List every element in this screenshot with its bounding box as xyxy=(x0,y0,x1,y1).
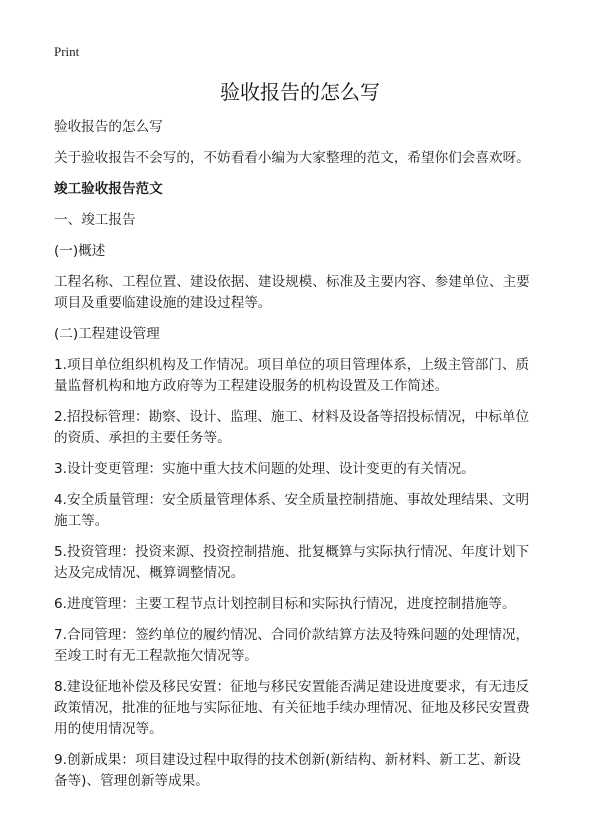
paragraph: (二)工程建设管理 xyxy=(54,326,160,342)
paragraph: 6.进度管理：主要工程节点计划控制目标和实际执行情况，进度控制措施等。 xyxy=(54,596,516,612)
document-body xyxy=(54,117,534,802)
paragraph: 4.安全质量管理：安全质量管理体系、安全质量控制措施、事故处理结果、文明施工等。 xyxy=(54,492,530,529)
paragraph: 9.创新成果：项目建设过程中取得的技术创新(新结构、新材料、新工艺、新设备等)、管理创新等成果。 xyxy=(54,752,521,789)
paragraph: 1.项目单位组织机构及工作情况。项目单位的项目管理体系，上级主管部门、质量监督机构和地方政府等为工程建设服务的机构设置及工作简述。 xyxy=(54,357,530,394)
print-link[interactable]: Print xyxy=(54,44,80,59)
section-heading: 竣工验收报告范文 xyxy=(54,181,163,197)
paragraph: 工程名称、工程位置、建设依据、建设规模、标准及主要内容、参建单位、主要项目及重要临建设施的建设过程等。 xyxy=(54,274,530,311)
paragraph: 关于验收报告不会写的，不妨看看小编为大家整理的范文，希望你们会喜欢呀。 xyxy=(54,150,530,166)
paragraph: 验收报告的怎么写 xyxy=(54,119,163,135)
paragraph: 8.建设征地补偿及移民安置：征地与移民安置能否满足建设进度要求，有无违反政策情况，批准的征地与实际征地、有关征地手续办理情况、征地及移民安置费用的使用情况等。 xyxy=(54,679,530,737)
paragraph: 2.招投标管理：勘察、设计、监理、施工、材料及设备等招投标情况，中标单位的资质、承担的主要任务等。 xyxy=(54,409,530,446)
document-title: 验收报告的怎么写 xyxy=(220,80,380,104)
paragraph: 7.合同管理：签约单位的履约情况、合同价款结算方法及特殊问题的处理情况，至竣工时有无工程款拖欠情况等。 xyxy=(54,627,530,664)
paragraph: 5.投资管理：投资来源、投资控制措施、批复概算与实际执行情况、年度计划下达及完成情况、概算调整情况。 xyxy=(54,544,530,581)
paragraph: (一)概述 xyxy=(54,243,106,259)
paragraph: 3.设计变更管理：实施中重大技术问题的处理、设计变更的有关情况。 xyxy=(54,461,475,477)
paragraph: 一、竣工报告 xyxy=(54,212,136,228)
